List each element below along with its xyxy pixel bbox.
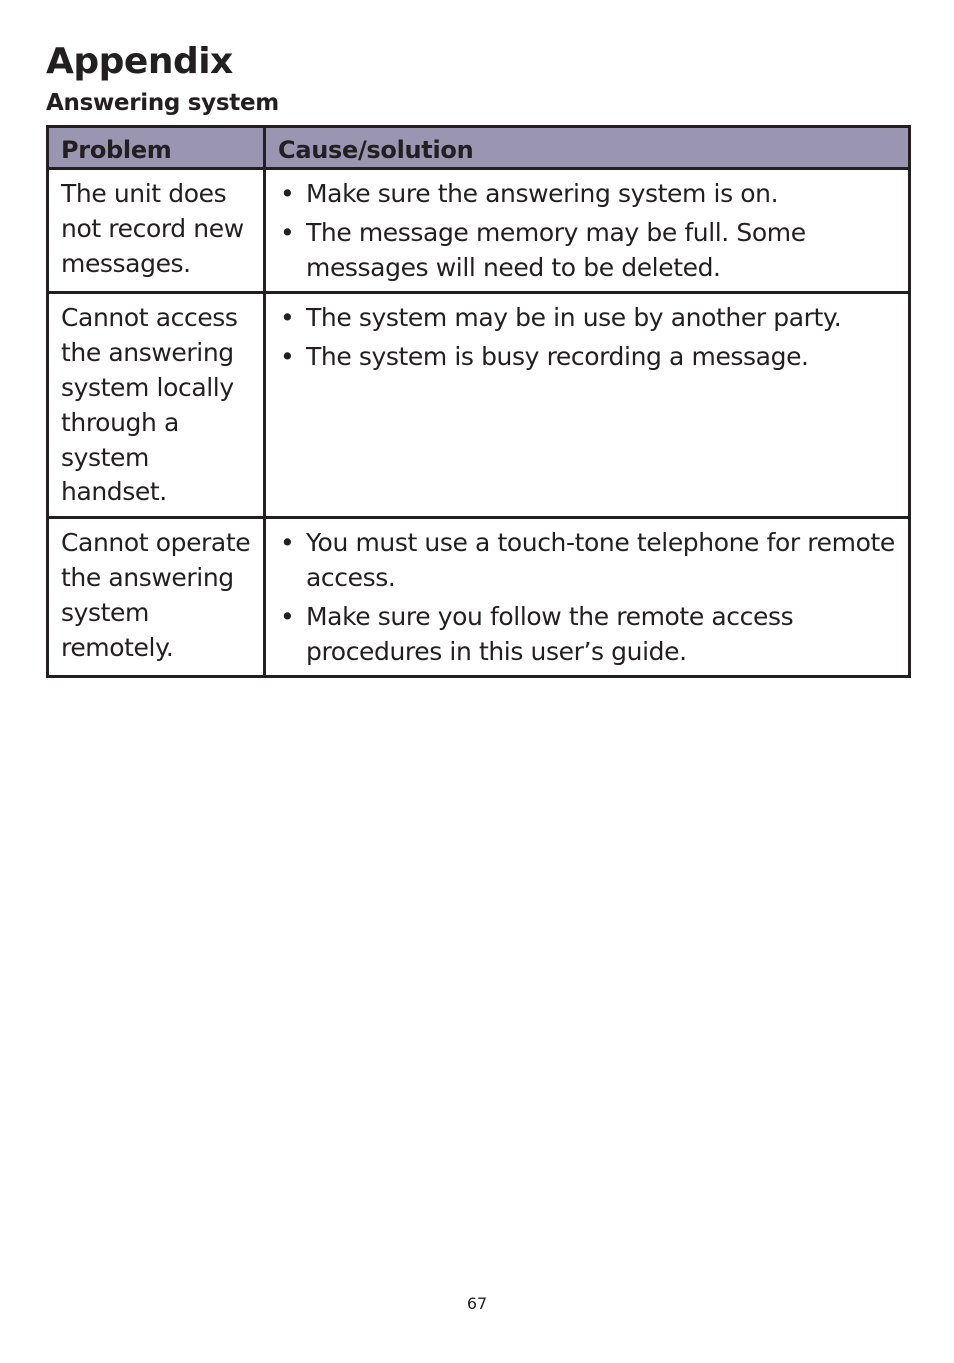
problem-cell: The unit does not record new messages. [48, 169, 265, 293]
bullet-icon: • [280, 528, 295, 558]
solution-list [278, 177, 900, 285]
table-header-row [48, 127, 910, 169]
column-header-cause-solution: Cause/solution [265, 127, 910, 169]
solution-item [278, 526, 900, 596]
bullet-icon: • [280, 601, 295, 631]
solution-item [278, 340, 900, 375]
troubleshooting-table [46, 125, 911, 678]
solution-text: The system is busy recording a message. [306, 342, 809, 372]
solution-list [278, 301, 900, 375]
solution-text: You must use a touch-tone telephone for remote access. [306, 528, 895, 592]
bullet-icon: • [280, 342, 295, 372]
table-row [48, 518, 910, 677]
bullet-icon: • [280, 217, 295, 247]
solution-text: Make sure the answering system is on. [306, 179, 779, 208]
bullet-icon: • [280, 303, 295, 333]
solution-text: Make sure you follow the remote access procedures in this user’s guide. [306, 601, 794, 666]
problem-cell: Cannot operate the answering system remotely. [48, 518, 265, 677]
solution-item [278, 600, 900, 670]
solution-text: The message memory may be full. Some messages will need to be deleted. [306, 217, 806, 282]
page-title: Appendix [46, 41, 233, 82]
bullet-icon: • [280, 179, 295, 208]
solution-cell [265, 169, 910, 293]
solution-item [278, 177, 900, 212]
solution-text: The system may be in use by another party. [306, 303, 842, 333]
solution-item [278, 216, 900, 286]
table-row [48, 293, 910, 518]
solution-cell [265, 518, 910, 677]
section-heading: Answering system [46, 90, 279, 116]
solution-cell [265, 293, 910, 518]
solution-item [278, 301, 900, 336]
problem-cell: Cannot access the answering system locally through a system handset. [48, 293, 265, 518]
solution-list [278, 526, 900, 669]
page-number: 67 [466, 1294, 488, 1313]
column-header-problem: Problem [48, 127, 265, 169]
table-row [48, 169, 910, 293]
